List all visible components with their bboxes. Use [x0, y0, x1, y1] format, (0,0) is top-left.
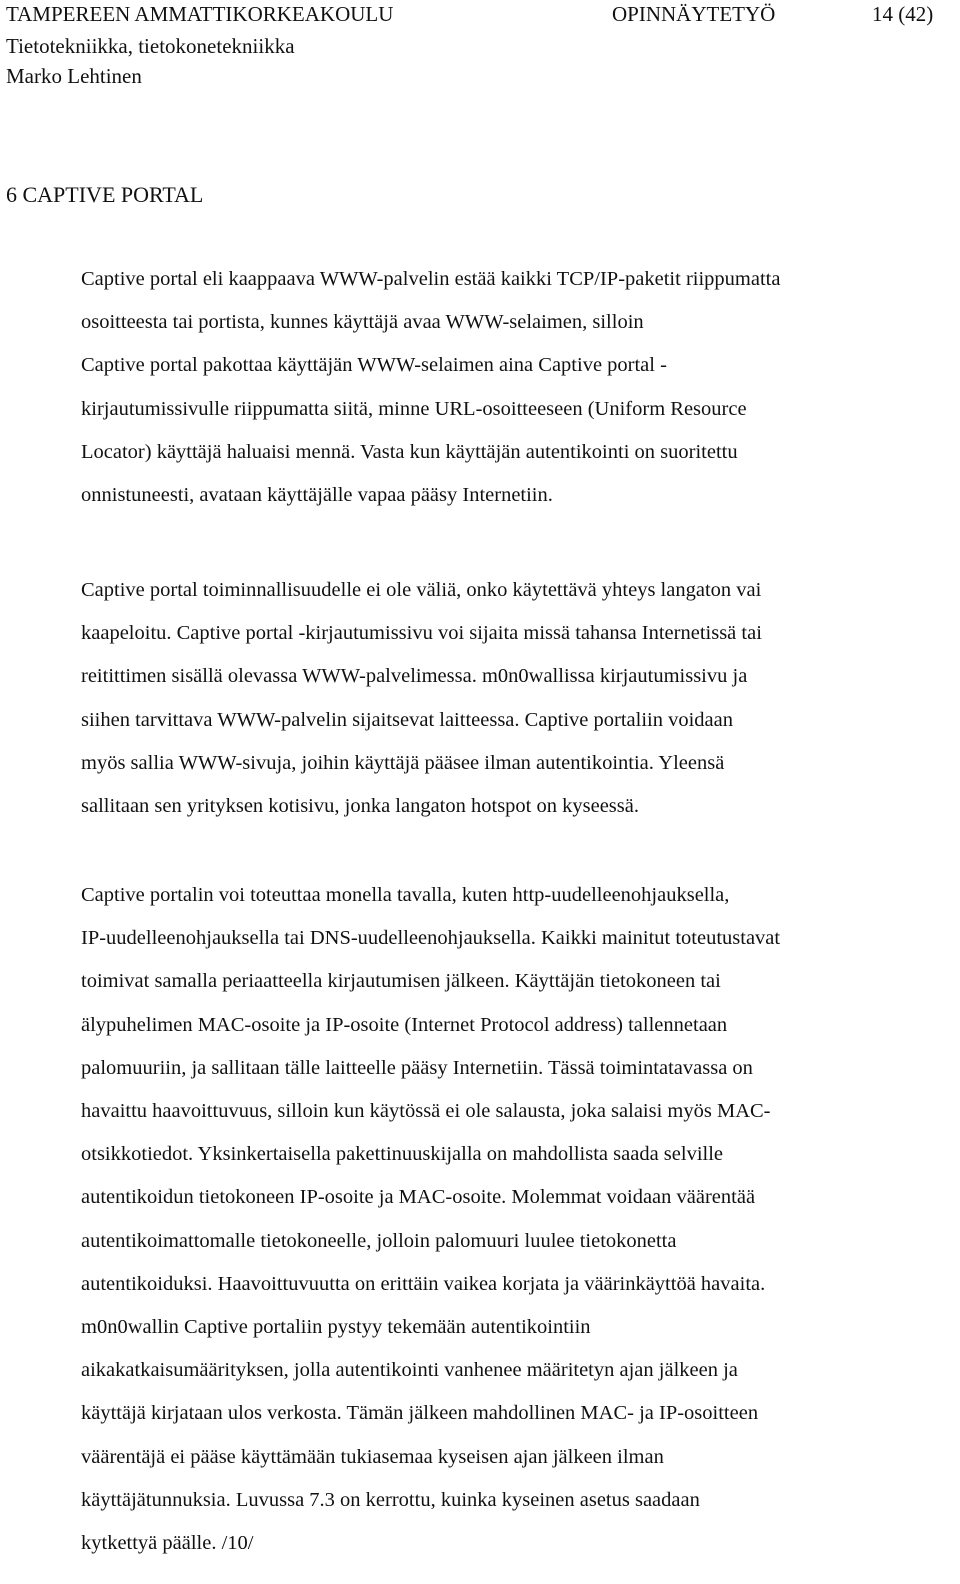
text-line: kaapeloitu. Captive portal -kirjautumissivu voi sijaita missä tahansa Internetissä tai	[81, 622, 762, 645]
text-line: Locator) käyttäjä haluaisi mennä. Vasta kun käyttäjän autentikointi on suoritettu	[81, 440, 738, 463]
header-doc-type: OPINNÄYTETYÖ	[612, 2, 776, 26]
paragraph-3	[81, 874, 951, 1565]
header-department: Tietotekniikka, tietokonetekniikka	[6, 34, 295, 58]
header-author: Marko Lehtinen	[6, 64, 142, 88]
text-line: Captive portal toiminnallisuudelle ei ole väliä, onko käytettävä yhteys langaton vai	[81, 579, 762, 601]
text-line: kirjautumissivulle riippumatta siitä, minne URL-osoitteeseen (Uniform Resource	[81, 397, 747, 420]
text-line: IP-uudelleenohjauksella tai DNS-uudelleenohjauksella. Kaikki mainitut toteutustavat	[81, 927, 781, 950]
text-line: autentikoidun tietokoneen IP-osoite ja MAC-osoite. Molemmat voidaan väärentää	[81, 1186, 756, 1209]
text-line: väärentäjä ei pääse käyttämään tukiasemaa kyseisen ajan jälkeen ilman	[81, 1445, 664, 1468]
paragraph-2	[81, 569, 951, 828]
text-line: Captive portal eli kaappaava WWW-palvelin estää kaikki TCP/IP-paketit riippumatta	[81, 268, 781, 290]
text-line: reitittimen sisällä olevassa WWW-palvelimessa. m0n0wallissa kirjautumissivu ja	[81, 665, 748, 688]
section-title: 6 CAPTIVE PORTAL	[6, 182, 204, 207]
text-line: siihen tarvittava WWW-palvelin sijaitsevat laitteessa. Captive portaliin voidaan	[81, 708, 734, 731]
text-line: m0n0wallin Captive portaliin pystyy tekemään autentikointiin	[81, 1316, 591, 1339]
text-line: Captive portalin voi toteuttaa monella tavalla, kuten http-uudelleenohjauksella,	[81, 884, 730, 906]
header-page-number: 14 (42)	[872, 2, 934, 26]
text-line: havaittu haavoittuvuus, silloin kun käytössä ei ole salausta, joka salaisi myös MAC-	[81, 1100, 771, 1123]
text-line: palomuuriin, ja sallitaan tälle laitteelle pääsy Internetiin. Tässä toimintatavassa on	[81, 1056, 753, 1079]
text-line: onnistuneesti, avataan käyttäjälle vapaa pääsy Internetiin.	[81, 484, 553, 507]
text-line: autentikoiduksi. Haavoittuvuutta on erittäin vaikea korjata ja väärinkäyttöä havaita.	[81, 1272, 766, 1295]
text-line: käyttäjätunnuksia. Luvussa 7.3 on kerrottu, kuinka kyseinen asetus saadaan	[81, 1488, 700, 1511]
text-line: aikakatkaisumäärityksen, jolla autentikointi vanhenee määritetyn ajan jälkeen ja	[81, 1359, 738, 1382]
paragraph-1	[81, 258, 951, 517]
text-line: osoitteesta tai portista, kunnes käyttäjä avaa WWW-selaimen, silloin	[81, 311, 644, 334]
text-line: otsikkotiedot. Yksinkertaisella pakettinuuskijalla on mahdollista saada selville	[81, 1143, 724, 1166]
header-institution: TAMPEREEN AMMATTIKORKEAKOULU	[6, 2, 394, 26]
text-line: toimivat samalla periaatteella kirjautumisen jälkeen. Käyttäjän tietokoneen tai	[81, 970, 721, 993]
text-line: älypuhelimen MAC-osoite ja IP-osoite (Internet Protocol address) tallennetaan	[81, 1013, 728, 1036]
text-line: myös sallia WWW-sivuja, joihin käyttäjä pääsee ilman autentikointia. Yleensä	[81, 751, 725, 774]
text-line: Captive portal pakottaa käyttäjän WWW-selaimen aina Captive portal -	[81, 354, 667, 377]
text-line: autentikoimattomalle tietokoneelle, jolloin palomuuri luulee tietokonetta	[81, 1229, 677, 1252]
text-line: kytkettyä päälle. /10/	[81, 1532, 254, 1555]
text-line: sallitaan sen yrityksen kotisivu, jonka langaton hotspot on kyseessä.	[81, 795, 639, 818]
text-line: käyttäjä kirjataan ulos verkosta. Tämän jälkeen mahdollinen MAC- ja IP-osoitteen	[81, 1402, 759, 1425]
